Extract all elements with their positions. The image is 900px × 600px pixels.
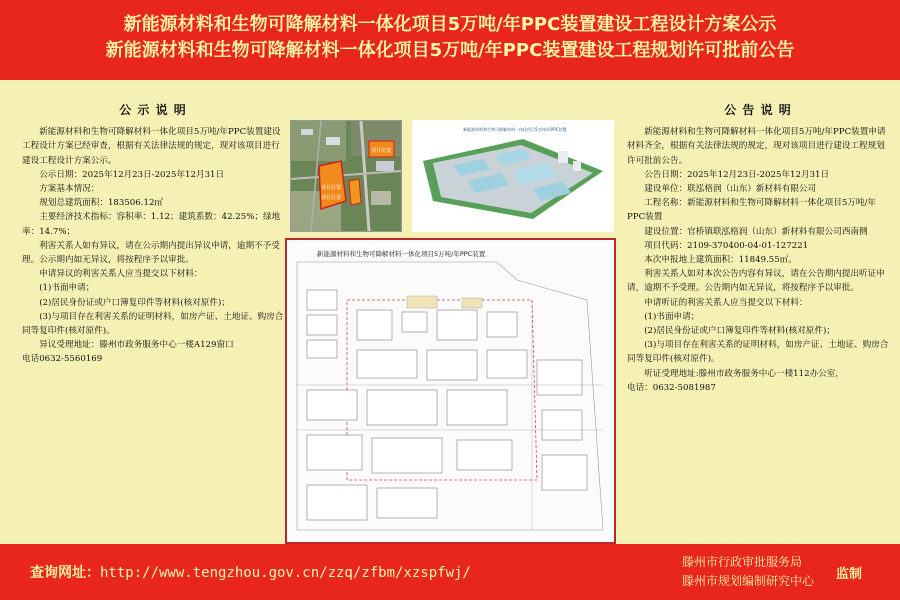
announcement-notice-column <box>627 103 889 395</box>
supervise-label: 监制 <box>836 567 863 582</box>
publicity-notice-column <box>22 103 284 367</box>
hearing-notice: 利害关系人如对本次公告内容有异议，请在公告期内提出听证申请，逾期不予受理。公告期内如无异议，将按程序予以审批。 <box>627 269 885 294</box>
footer-banner <box>0 544 900 600</box>
page-title-2: 新能源材料和生物可降解材料一体化项目5万吨/年PPC装置建设工程规划许可批前公告 <box>105 40 795 61</box>
material-item: (3)与项目存在利害关系的证明材料，如房产证、土地证、购房合同等复印件(核对原件)。 <box>627 340 889 365</box>
economic-indicators: 主要经济技术指标：容积率：1.12；建筑系数：42.25%；绿地率：14.7%； <box>22 212 281 237</box>
construction-unit: 建设单位：联泓格润（山东）新材料有限公司 <box>644 184 817 195</box>
material-item: (1)书面申请； <box>39 283 95 294</box>
material-item: (2)居民身份证或户口簿复印件等材料(核对原件)； <box>39 297 230 308</box>
sat-label: 项目位置 <box>370 148 392 154</box>
materials-heading: 申请听证的利害关系人应当提交以下材料： <box>644 297 808 308</box>
hearing-address: 听证受理地址:滕州市政务服务中心一楼112办公室， <box>644 368 844 379</box>
query-url-link[interactable]: http://www.tengzhou.gov.cn/zzq/zfbm/xzspfwj/ <box>100 565 471 581</box>
total-area: 规划总建筑面积：183506.12㎡ <box>39 198 164 209</box>
project-name: 工程名称：新能源材料和生物可降解材料一体化项目5万吨/年PPC装置 <box>627 198 876 223</box>
issuing-org-2: 滕州市规划编制研究中心 <box>682 574 815 588</box>
construction-location: 建设位置：官桥镇联泓格润（山东）新材料有限公司西南侧 <box>644 226 868 237</box>
query-url <box>30 562 471 582</box>
query-url-label: 查询网址： <box>30 565 100 581</box>
announcement-date: 公告日期：2025年12月23日-2025年12月31日 <box>644 169 830 180</box>
issuing-org-1: 滕州市行政审批服务局 <box>682 555 803 569</box>
satellite-location-image <box>290 120 402 232</box>
objection-notice: 利害关系人如有异议，请在公示期内提出异议申请，逾期不予受理。公示期内如无异议，将按程序予以审批。 <box>22 240 280 266</box>
publicity-intro: 新能源材料和生物可降解材料一体化项目5万吨/年PPC装置建设工程设计方案已经审查，根据有关法律法规的规定，现对该项目进行建设工程设计方案公示。 <box>22 127 281 166</box>
header-banner <box>0 0 900 80</box>
objection-address: 异议受理地址：滕州市政务服务中心一楼A129窗口 <box>39 340 234 351</box>
announcement-intro: 新能源材料和生物可降解材料一体化项目5万吨/年PPC装置申请材料齐全，根据有关法律法规的规定，现对该项目进行建设工程规划许可批前公告。 <box>627 127 886 166</box>
material-item: (3)与项目存在利害关系的证明材料，如房产证、土地证、购房合同等复印件(核对原件)。 <box>22 311 284 337</box>
project-code: 项目代码：2109-370400-04-01-127221 <box>644 240 809 251</box>
material-item: (2)居民身份证或户口簿复印件等材料(核对原件)； <box>644 326 835 337</box>
hearing-phone: 电话：0632-5081987 <box>627 382 716 393</box>
sat-label: 项目位置 <box>320 185 342 191</box>
rendering-caption: 新能源材料和生物可降解材料一体化项目5万吨/年PPC装置 <box>463 127 567 132</box>
announcement-notice-heading: 公 告 说 明 <box>724 103 792 117</box>
publicity-date: 公示日期：2025年12月23日-2025年12月31日 <box>39 169 225 180</box>
material-item: (1)书面申请； <box>644 311 700 322</box>
sat-label: 项目位置 <box>320 195 342 201</box>
page-title-1: 新能源材料和生物可降解材料一体化项目5万吨/年PPC装置建设工程设计方案公示 <box>123 14 777 35</box>
site-plan-image <box>285 238 616 544</box>
plan-basic-heading: 方案基本情况： <box>39 184 100 195</box>
objection-phone: 电话0632-5560169 <box>22 354 103 365</box>
declared-area: 本次申报地上建筑面积：11849.55㎡。 <box>644 255 797 266</box>
publicity-notice-heading: 公 示 说 明 <box>119 103 187 117</box>
project-rendering-image <box>412 120 614 232</box>
materials-heading: 申请异议的利害关系人应当提交以下材料： <box>39 269 203 280</box>
site-plan-title: 新能源材料和生物可降解材料一体化项目5万吨/年PPC装置 <box>317 250 486 258</box>
